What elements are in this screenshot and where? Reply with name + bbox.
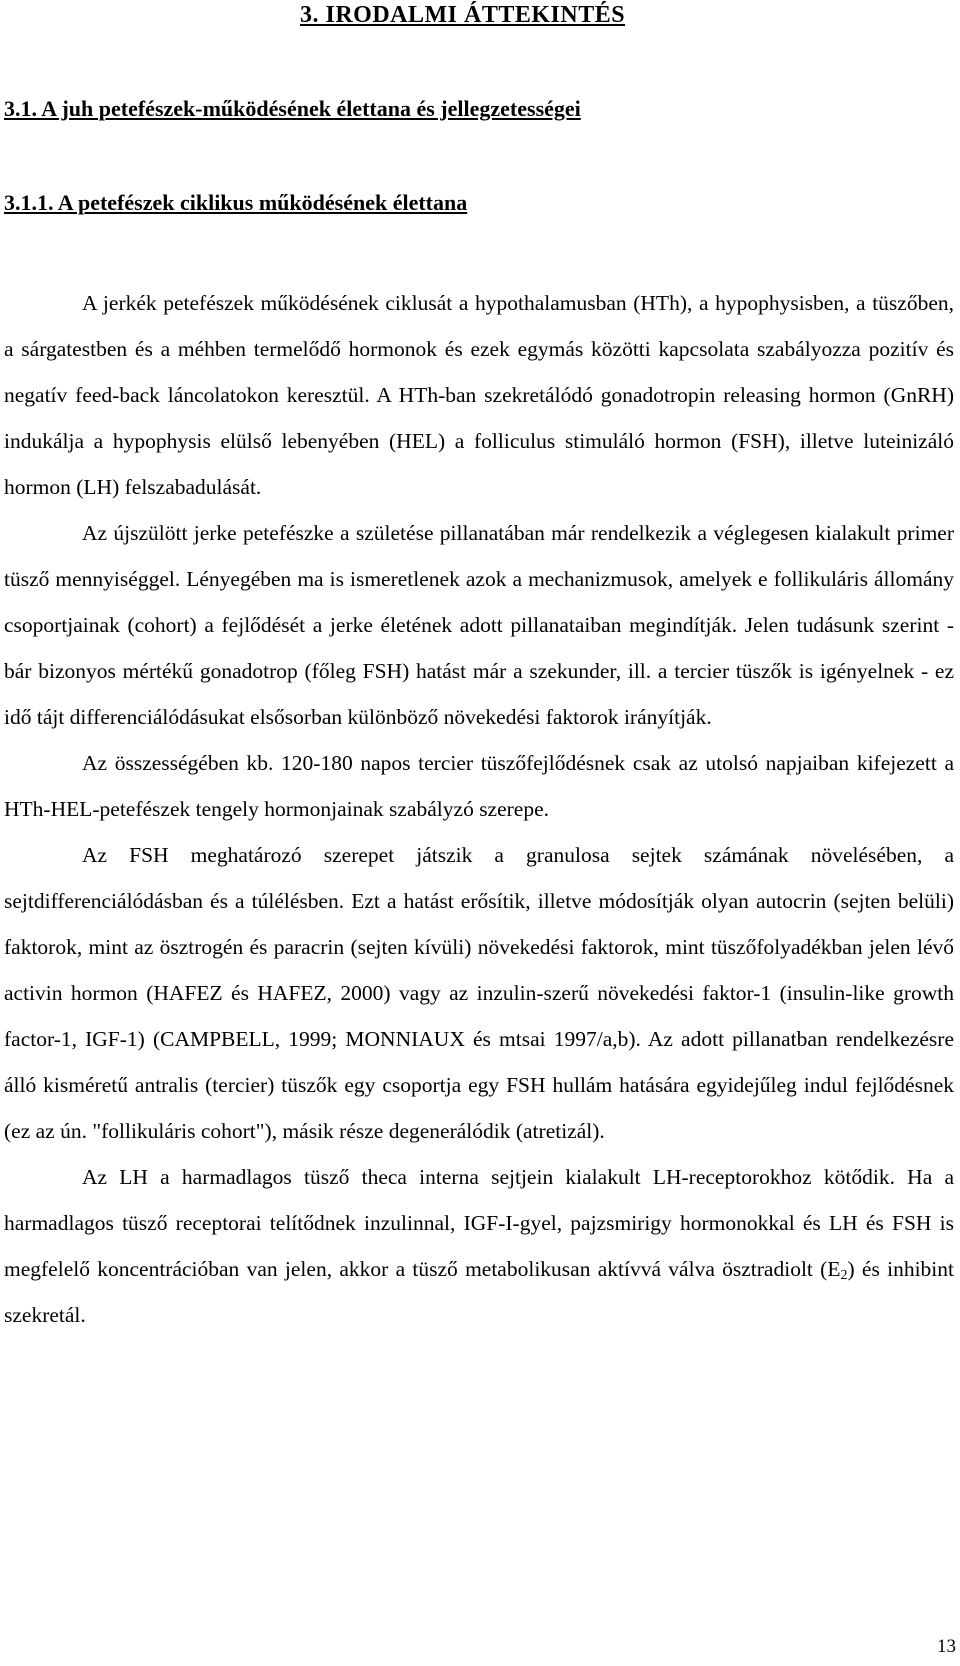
paragraph-1: A jerkék petefészek működésének ciklusát a hypothalamusban (HTh), a hypophysisben, a tüszőben, a sárgatestben és a méhben termelődő hormonok és ezek egymás közötti kapcsolata szabályozza pozitív és negatív feed-back láncolatokon keresztül. A HTh-ban szekretálódó gonadotropin releasing hormon (GnRH) indukálja a hypophysis elülső lebenyében (HEL) a folliculus stimuláló hormon (FSH), illetve luteinizáló hormon (LH) felszabadulását. (4, 291, 954, 499)
paragraph-5-text: Az LH a harmadlagos tüsző theca interna sejtjein kialakult LH-receptorokhoz kötődik. Ha a harmadlagos tüsző receptorai telítődnek inzulinnal, IGF-I-gyel, pajzsmirigy hormonokkal és LH és FSH is megfelelő koncentrációban van jelen, akkor a tüsző metabolikusan aktívvá válva ösztradiolt (E (4, 1165, 954, 1281)
page-number: 13 (937, 1636, 956, 1657)
paragraph-5-end: ) és inhibint szekretál. (4, 1257, 954, 1327)
paragraph-3: Az összességében kb. 120-180 napos tercier tüszőfejlődésnek csak az utolsó napjaiban kifejezett a HTh-HEL-petefészek tengely hormonjainak szabályzó szerepe. (4, 751, 954, 821)
body-text (4, 280, 954, 1338)
paragraph-2: Az újszülött jerke petefészke a születése pillanatában már rendelkezik a véglegesen kialakult primer tüsző mennyiséggel. Lényegében ma is ismeretlenek azok a mechanizmusok, amelyek e follikuláris állomány csoportjainak (cohort) a fejlődését a jerke életének adott pillanataiban megindítják. Jelen tudásunk szerint - bár bizonyos mértékű gonadotrop (főleg FSH) hatást már a szekunder, ill. a tercier tüszők is igényelnek - ez idő tájt differenciálódásukat elsősorban különböző növekedési faktorok irányítják. (4, 521, 954, 729)
paragraph-4: Az FSH meghatározó szerepet játszik a granulosa sejtek számának növelésében, a sejtdifferenciálódásban és a túlélésben. Ezt a hatást erősítik, illetve módosítják olyan autocrin (sejten belüli) faktorok, mint az ösztrogén és paracrin (sejten kívüli) növekedési faktorok, mint tüszőfolyadékban jelen lévő activin hormon (HAFEZ és HAFEZ, 2000) vagy az inzulin-szerű növekedési faktor-1 (insulin-like growth factor-1, IGF-1) (CAMPBELL, 1999; MONNIAUX és mtsai 1997/a,b). Az adott pillanatban rendelkezésre álló kisméretű antralis (tercier) tüszők egy csoportja egy FSH hullám hatására egyidejűleg indul fejlődésnek (ez az ún. "follikuláris cohort"), másik része degenerálódik (atretizál). (4, 843, 954, 1143)
paragraph-5 (4, 1154, 954, 1338)
chapter-heading: 3. IRODALMI ÁTTEKINTÉS (300, 2, 626, 28)
section-heading: 3.1. A juh petefészek-működésének élettana és jellegzetességei (4, 96, 581, 121)
subscript-2: 2 (840, 1268, 848, 1283)
subsection-heading: 3.1.1. A petefészek ciklikus működésének élettana (4, 190, 468, 215)
